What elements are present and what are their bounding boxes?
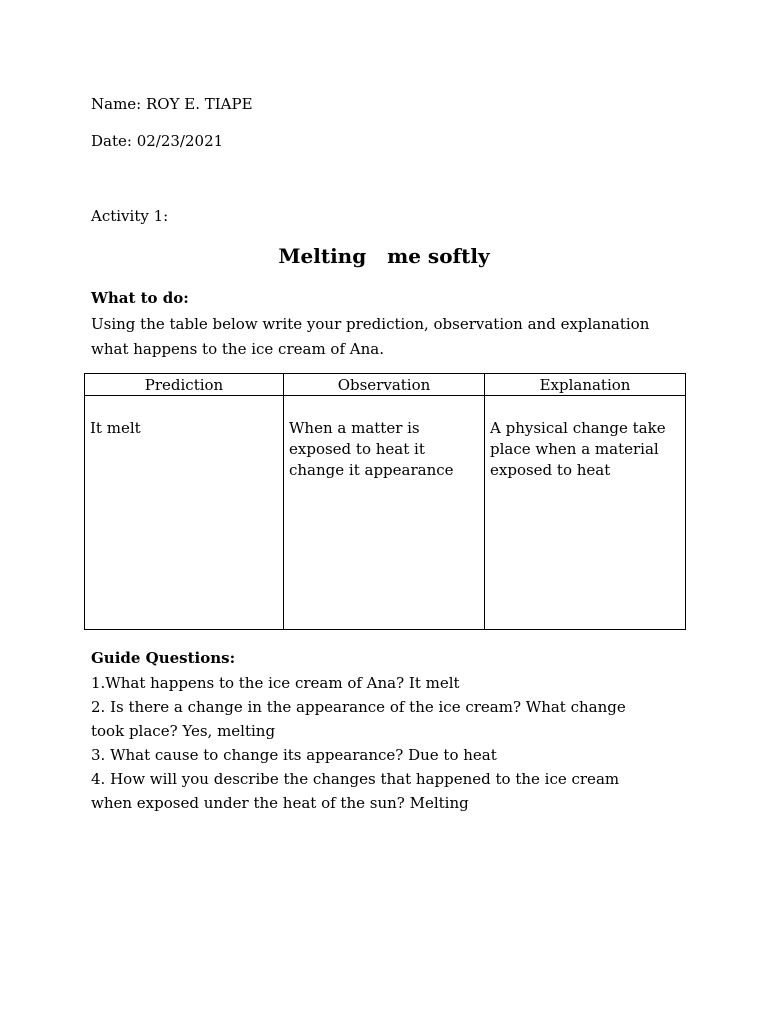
activity-label: Activity 1: xyxy=(91,207,169,225)
table-row xyxy=(85,396,686,630)
date: Date: 02/23/2021 xyxy=(91,132,224,150)
observation-table xyxy=(84,373,686,630)
question-item: 3. What cause to change its appearance? Due to heat xyxy=(91,746,497,764)
guide-questions-heading: Guide Questions: xyxy=(91,649,236,667)
what-to-do-heading: What to do: xyxy=(91,289,189,307)
worksheet-title: Melting me softly xyxy=(278,244,490,268)
cell-explanation: A physical change take place when a material exposed to heat xyxy=(485,396,686,630)
question-item: 2. Is there a change in the appearance of the ice cream? What change took place? Yes, melting xyxy=(91,698,626,740)
guide-questions-list xyxy=(91,671,651,815)
table-header-row xyxy=(85,374,686,396)
cell-prediction: It melt xyxy=(85,396,284,630)
question-item: 1.What happens to the ice cream of Ana? It melt xyxy=(91,674,460,692)
header-prediction: Prediction xyxy=(85,374,284,396)
instruction-text: Using the table below write your prediction, observation and explanation what happens to the ice cream of Ana. xyxy=(91,315,650,358)
question-item: 4. How will you describe the changes that happened to the ice cream when exposed under the heat of the sun? Melting xyxy=(91,770,620,812)
header-explanation: Explanation xyxy=(485,374,686,396)
header-observation: Observation xyxy=(284,374,485,396)
cell-observation: When a matter is exposed to heat it change it appearance xyxy=(284,396,485,630)
student-name: Name: ROY E. TIAPE xyxy=(91,95,253,113)
